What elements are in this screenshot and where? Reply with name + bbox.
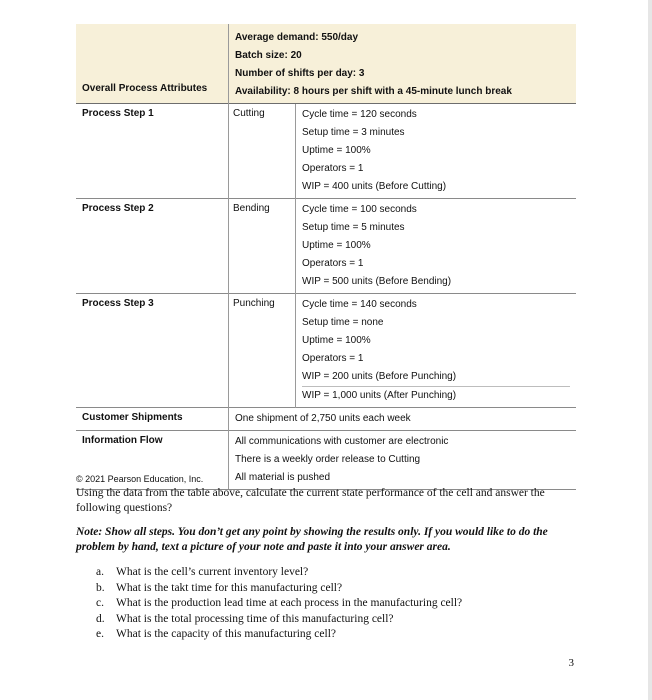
detail-line: Uptime = 100% — [302, 240, 371, 251]
detail-line: Operators = 1 — [302, 163, 364, 174]
list-item — [96, 596, 556, 612]
process-attributes-table — [76, 24, 576, 490]
list-item — [96, 612, 556, 628]
information-flow-label: Information Flow — [76, 431, 229, 490]
table-row — [76, 104, 576, 199]
detail-line: Cycle time = 140 seconds — [302, 299, 417, 310]
header-line: Average demand: 550/day — [235, 32, 359, 43]
header-line: Availability: 8 hours per shift with a 45-minute lunch break — [235, 86, 512, 97]
list-item — [96, 581, 556, 597]
detail-line: WIP = 400 units (Before Cutting) — [302, 181, 447, 192]
header-label-cell — [76, 24, 229, 104]
info-line: All communications with customer are electronic — [235, 436, 449, 447]
item-marker: a. — [96, 566, 104, 578]
detail-line: Setup time = 5 minutes — [302, 222, 405, 233]
step-label: Process Step 1 — [76, 104, 229, 199]
shipments-value: One shipment of 2,750 units each week — [235, 413, 411, 424]
detail-line: Operators = 1 — [302, 353, 364, 364]
detail-line: Cycle time = 100 seconds — [302, 204, 417, 215]
item-marker: e. — [96, 628, 104, 640]
question-intro: Using the data from the table above, calculate the current state performance of the cell and answer the following questions? — [76, 487, 545, 514]
page-number: 3 — [568, 657, 574, 669]
header-attributes-cell — [229, 24, 577, 104]
process-name: Cutting — [229, 104, 296, 199]
table-row — [76, 408, 576, 431]
info-line: All material is pushed — [235, 472, 331, 483]
step-label: Process Step 2 — [76, 199, 229, 294]
shipments-cell — [229, 408, 577, 431]
detail-line: Cycle time = 120 seconds — [302, 109, 417, 120]
page-edge — [648, 0, 652, 700]
question-text: What is the capacity of this manufacturing cell? — [116, 628, 337, 640]
table-row — [76, 199, 576, 294]
detail-line: WIP = 500 units (Before Bending) — [302, 276, 452, 287]
detail-line: Setup time = none — [302, 317, 384, 328]
detail-line: Operators = 1 — [302, 258, 364, 269]
header-line: Number of shifts per day: 3 — [235, 68, 365, 79]
detail-line: Uptime = 100% — [302, 145, 371, 156]
question-text: What is the production lead time at each process in the manufacturing cell? — [116, 597, 463, 609]
item-marker: c. — [96, 597, 104, 609]
shipments-label: Customer Shipments — [76, 408, 229, 431]
detail-line: Setup time = 3 minutes — [302, 127, 405, 138]
detail-line: Uptime = 100% — [302, 335, 371, 346]
item-marker: b. — [96, 581, 105, 594]
header-line: Batch size: 20 — [235, 50, 302, 61]
question-text: What is the takt time for this manufacturing cell? — [116, 581, 343, 594]
list-item — [96, 565, 556, 581]
table-row — [76, 294, 576, 408]
detail-line: WIP = 200 units (Before Punching) — [302, 371, 457, 382]
table-header-row — [76, 24, 576, 104]
question-text: What is the cell’s current inventory level? — [116, 566, 309, 578]
instructions-note: Note: Show all steps. You don’t get any point by showing the results only. If you would like to do the problem by hand, text a picture of your note and paste it into your answer area. — [76, 526, 548, 553]
question-list — [96, 565, 556, 643]
step-details — [296, 104, 577, 199]
list-item — [96, 627, 556, 643]
process-name: Bending — [229, 199, 296, 294]
header-label: Overall Process Attributes — [82, 83, 208, 94]
information-flow-cell — [229, 431, 577, 490]
question-text: What is the total processing time of this manufacturing cell? — [116, 612, 394, 625]
step-details — [296, 294, 577, 408]
step-details — [296, 199, 577, 294]
copyright-notice: © 2021 Pearson Education, Inc. — [76, 474, 204, 484]
process-name: Punching — [229, 294, 296, 408]
step-label: Process Step 3 — [76, 294, 229, 408]
info-line: There is a weekly order release to Cutting — [235, 454, 421, 465]
item-marker: d. — [96, 612, 105, 625]
detail-line: WIP = 1,000 units (After Punching) — [302, 386, 570, 405]
